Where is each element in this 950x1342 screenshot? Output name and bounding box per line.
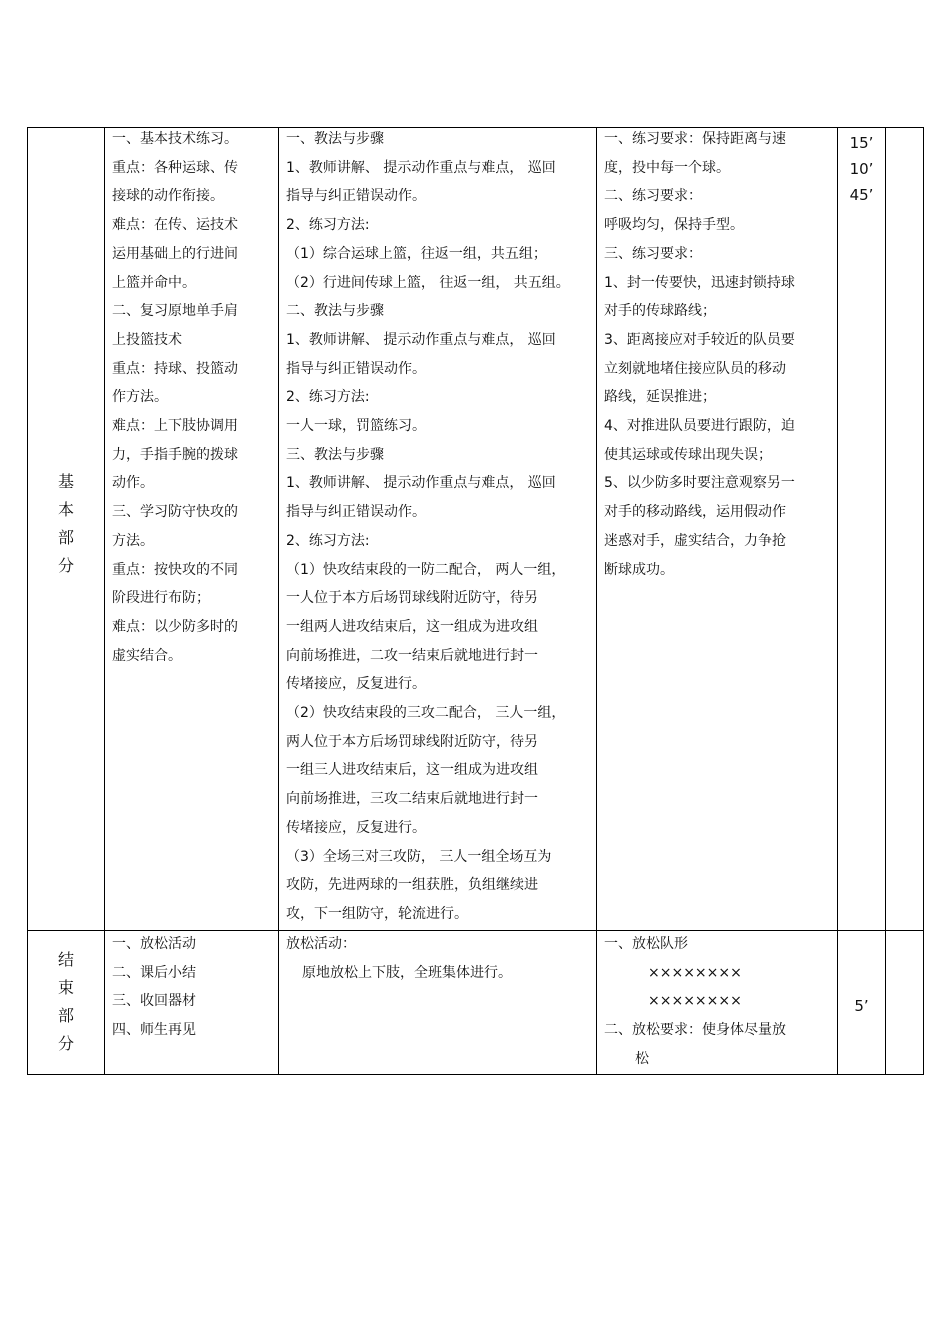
method-line: 1、教师讲解、 提示动作重点与难点， 巡回 (286, 475, 556, 492)
requirement-line: 4、对推进队员要进行跟防，迫 (604, 418, 795, 435)
content-line: 力，手指手腕的拨球 (112, 446, 238, 463)
content-line: 动作。 (112, 475, 154, 492)
content-line: 上篮并命中。 (112, 274, 196, 291)
method-line: （3）全场三对三攻防， 三人一组全场互为 (286, 848, 552, 865)
content-line: 二、复习原地单手肩 (112, 303, 238, 320)
requirement-line: 5、以少防多时要注意观察另一 (604, 475, 795, 492)
end-section-label (28, 946, 104, 1058)
method-line: （2）快攻结束段的三攻二配合， 三人一组， (286, 705, 566, 722)
column-divider (596, 128, 597, 1074)
content-line: 重点：各种运球、传 (112, 159, 238, 176)
column-divider (837, 128, 838, 1074)
content-line: 一、放松活动 (112, 936, 196, 952)
label-char: 束 (57, 978, 74, 997)
time-value: 15’ (849, 134, 874, 152)
label-char: 结 (57, 950, 74, 969)
content-line: 重点：持球、投篮动 (112, 360, 238, 377)
label-char: 分 (57, 1034, 74, 1053)
content-line: 阶段进行布防； (112, 590, 210, 607)
method-line: 传堵接应，反复进行。 (286, 676, 426, 693)
requirement-line: 呼吸均匀，保持手型。 (604, 217, 744, 234)
content-line: 上投篮技术 (112, 331, 182, 348)
method-line: 1、教师讲解、 提示动作重点与难点， 巡回 (286, 331, 556, 348)
method-line: （1）快攻结束段的一防二配合， 两人一组， (286, 561, 566, 578)
time-value: 45’ (849, 186, 874, 204)
requirement-line: 三、练习要求： (604, 245, 702, 262)
requirement-line: 对手的移动路线，运用假动作 (604, 504, 786, 521)
method-line: 一组三人进攻结束后，这一组成为进攻组 (286, 762, 538, 779)
requirement-line: 度，投中每一个球。 (604, 159, 730, 176)
column-divider (104, 128, 105, 1074)
formation-row: ×××××××× (648, 964, 742, 981)
method-line: 原地放松上下肢，全班集体进行。 (302, 964, 512, 981)
basic-content-cell (112, 125, 276, 670)
time-value: 10’ (849, 160, 874, 178)
method-line: 攻，下一组防守，轮流进行。 (286, 905, 468, 922)
content-line: 难点：在传、运技术 (112, 217, 238, 234)
requirement-line: 二、放松要求：使身体尽量放 (604, 1022, 786, 1039)
requirement-line: 二、练习要求： (604, 188, 702, 205)
label-char: 部 (57, 1006, 74, 1025)
content-line: 虚实结合。 (112, 647, 182, 664)
formation-row: ×××××××× (648, 993, 742, 1010)
method-line: 一人位于本方后场罚球线附近防守，待另 (286, 590, 538, 607)
requirement-line: 3、距离接应对手较近的队员要 (604, 331, 795, 348)
method-line: 指导与纠正错误动作。 (286, 360, 426, 377)
requirement-line: 断球成功。 (604, 561, 674, 578)
method-line: 传堵接应，反复进行。 (286, 819, 426, 836)
requirement-line: 迷惑对手，虚实结合，力争抢 (604, 532, 786, 549)
requirement-line: 立刻就地堵住接应队员的移动 (604, 360, 786, 377)
requirement-line: 路线，延误推进； (604, 389, 716, 406)
requirement-line: 对手的传球路线； (604, 303, 716, 320)
method-line: 一人一球，罚篮练习。 (286, 418, 426, 435)
method-line: 攻防，先进两球的一组获胜，负组继续进 (286, 877, 538, 894)
method-line: 2、练习方法: (286, 217, 370, 234)
requirement-line: 松 (635, 1050, 649, 1067)
requirement-line: 1、封一传要快，迅速封锁持球 (604, 274, 795, 291)
content-line: 方法。 (112, 532, 154, 549)
method-line: 指导与纠正错误动作。 (286, 504, 426, 521)
column-divider (278, 128, 279, 1074)
basic-method-cell (286, 125, 594, 929)
method-line: 一、教法与步骤 (286, 131, 384, 147)
method-line: 放松活动： (286, 936, 356, 952)
end-time-cell (838, 993, 885, 1019)
content-line: 三、学习防守快攻的 (112, 504, 238, 521)
method-line: 向前场推进，三攻二结束后就地进行封一 (286, 791, 538, 808)
content-line: 难点：以少防多时的 (112, 618, 238, 635)
method-line: 一组两人进攻结束后，这一组成为进攻组 (286, 618, 538, 635)
end-content-cell (112, 930, 276, 1045)
basic-requirements-cell (604, 125, 835, 584)
label-char: 分 (57, 556, 74, 575)
content-line: 三、收回器材 (112, 993, 196, 1010)
method-line: 2、练习方法: (286, 389, 370, 406)
content-line: 作方法。 (112, 389, 168, 406)
requirement-line: 使其运球或传球出现失误； (604, 446, 772, 463)
method-line: （2）行进间传球上篮， 往返一组， 共五组。 (286, 274, 570, 291)
content-line: 四、师生再见 (112, 1022, 196, 1039)
method-line: 两人位于本方后场罚球线附近防守，待另 (286, 733, 538, 750)
end-method-cell (286, 930, 594, 987)
lesson-plan-table (27, 127, 924, 1075)
content-line: 一、基本技术练习。 (112, 131, 238, 147)
method-line: 1、教师讲解、 提示动作重点与难点， 巡回 (286, 159, 556, 176)
method-line: 指导与纠正错误动作。 (286, 188, 426, 205)
time-value: 5’ (854, 997, 869, 1015)
method-line: （1）综合运球上篮，往返一组，共五组； (286, 245, 547, 262)
end-requirements-cell (604, 930, 835, 1074)
label-char: 基 (57, 472, 74, 491)
label-char: 本 (57, 500, 74, 519)
label-char: 部 (57, 528, 74, 547)
basic-time-cell (838, 130, 885, 208)
requirement-line: 一、放松队形 (604, 936, 688, 952)
method-line: 向前场推进，二攻一结束后就地进行封一 (286, 647, 538, 664)
column-divider (885, 128, 886, 1074)
content-line: 重点：按快攻的不同 (112, 561, 238, 578)
content-line: 接球的动作衔接。 (112, 188, 224, 205)
method-line: 2、练习方法: (286, 532, 370, 549)
method-line: 二、教法与步骤 (286, 303, 384, 320)
method-line: 三、教法与步骤 (286, 446, 384, 463)
content-line: 难点：上下肢协调用 (112, 418, 238, 435)
requirement-line: 一、练习要求：保持距离与速 (604, 131, 786, 147)
content-line: 二、课后小结 (112, 964, 196, 981)
content-line: 运用基础上的行进间 (112, 245, 238, 262)
basic-section-label (28, 468, 104, 580)
